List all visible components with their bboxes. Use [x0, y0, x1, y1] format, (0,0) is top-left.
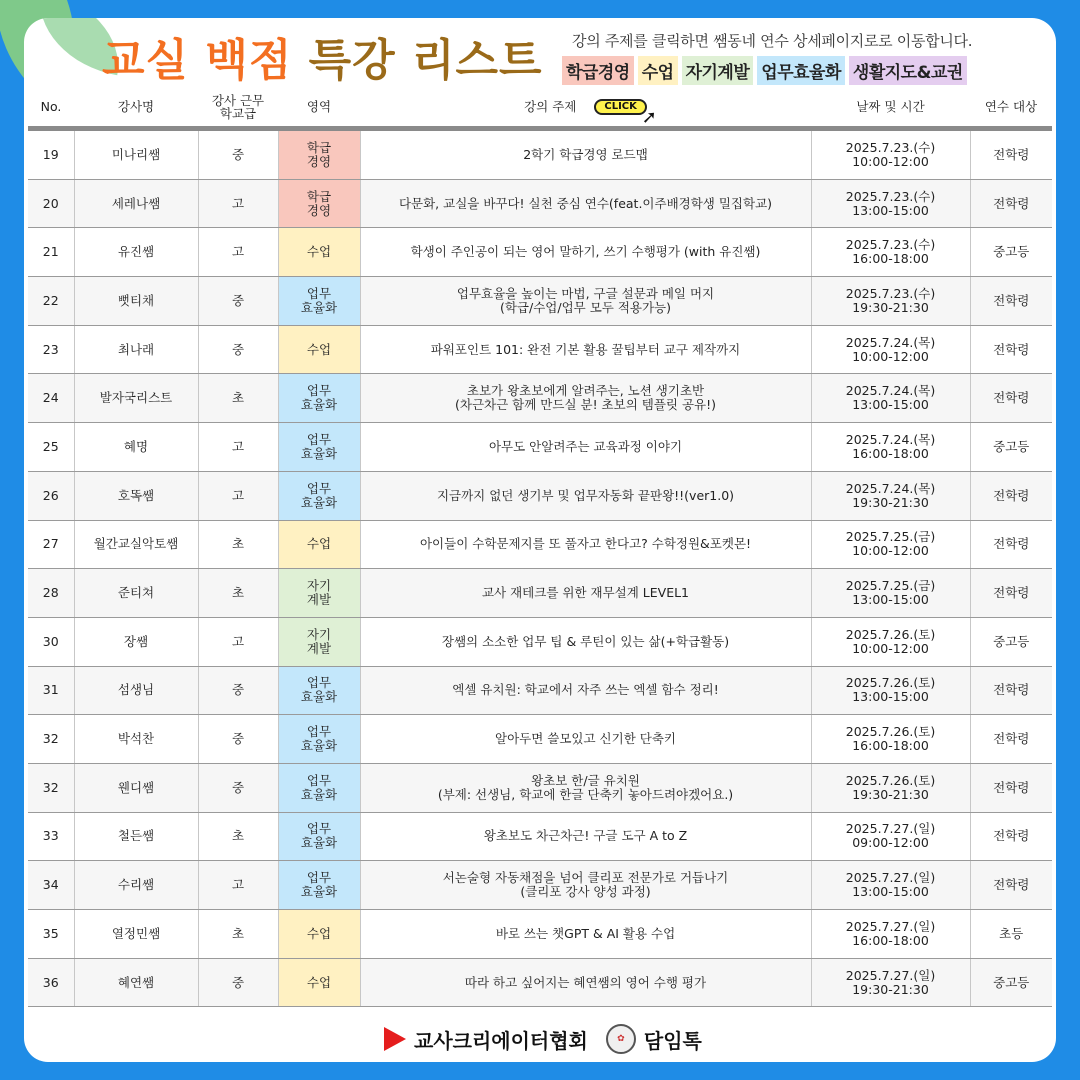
row-target: 전학령 [970, 812, 1052, 861]
row-no: 22 [28, 277, 74, 326]
row-datetime: 2025.7.26.(토) 16:00-18:00 [811, 715, 970, 764]
row-school-level: 중 [198, 277, 278, 326]
row-area: 업무 효율화 [278, 277, 360, 326]
row-datetime: 2025.7.27.(일) 13:00-15:00 [811, 861, 970, 910]
footer-org1: 교사크리에이터협회 [414, 1028, 588, 1053]
play-logo-icon [384, 1027, 406, 1051]
row-school-level: 고 [198, 861, 278, 910]
col-target: 연수 대상 [970, 88, 1052, 129]
footer [384, 1024, 702, 1054]
row-instructor: 준티쳐 [74, 569, 198, 618]
row-school-level: 중 [198, 666, 278, 715]
row-area: 학급 경영 [278, 179, 360, 228]
click-badge-label: CLICK [604, 100, 637, 112]
main-card [24, 18, 1056, 1062]
category-legend [562, 56, 967, 85]
row-datetime: 2025.7.23.(수) 16:00-18:00 [811, 228, 970, 277]
row-area: 수업 [278, 325, 360, 374]
row-area: 자기 계발 [278, 569, 360, 618]
row-topic-link[interactable]: 장쌤의 소소한 업무 팁 & 루틴이 있는 삶(+학급활동) [360, 617, 811, 666]
col-instructor: 강사명 [74, 88, 198, 129]
row-topic-link[interactable]: 업무효율을 높이는 마법, 구글 설문과 메일 머지 (학급/수업/업무 모두 적용가능) [360, 277, 811, 326]
row-school-level: 중 [198, 129, 278, 180]
row-instructor: 섬생님 [74, 666, 198, 715]
row-no: 27 [28, 520, 74, 569]
row-topic-link[interactable]: 파워포인트 101: 완전 기본 활용 꿀팁부터 교구 제작까지 [360, 325, 811, 374]
table-row [28, 277, 1052, 326]
row-area: 수업 [278, 520, 360, 569]
table-row [28, 861, 1052, 910]
row-topic-link[interactable]: 아무도 안알려주는 교육과정 이야기 [360, 423, 811, 472]
table-row [28, 617, 1052, 666]
row-school-level: 중 [198, 958, 278, 1007]
row-datetime: 2025.7.23.(수) 13:00-15:00 [811, 179, 970, 228]
row-area: 업무 효율화 [278, 812, 360, 861]
row-school-level: 고 [198, 179, 278, 228]
row-topic-link[interactable]: 초보가 왕초보에게 알려주는, 노션 생기초반 (차근차근 함께 만드실 분! 초보의 템플릿 공유!) [360, 374, 811, 423]
table-row [28, 910, 1052, 959]
row-school-level: 고 [198, 228, 278, 277]
row-target: 중고등 [970, 423, 1052, 472]
table-row [28, 520, 1052, 569]
row-datetime: 2025.7.25.(금) 10:00-12:00 [811, 520, 970, 569]
row-target: 전학령 [970, 569, 1052, 618]
row-instructor: 세레나쌤 [74, 179, 198, 228]
instruction-text: 강의 주제를 클릭하면 쌤동네 연수 상세페이지로로 이동합니다. [572, 32, 973, 50]
row-datetime: 2025.7.24.(목) 19:30-21:30 [811, 471, 970, 520]
table-row [28, 423, 1052, 472]
col-topic [360, 88, 811, 129]
legend-item: 생활지도&교권 [849, 56, 967, 85]
row-school-level: 고 [198, 471, 278, 520]
row-target: 전학령 [970, 715, 1052, 764]
row-topic-link[interactable]: 지금까지 없던 생기부 및 업무자동화 끝판왕!!(ver1.0) [360, 471, 811, 520]
row-no: 30 [28, 617, 74, 666]
row-no: 26 [28, 471, 74, 520]
row-school-level: 중 [198, 325, 278, 374]
row-no: 35 [28, 910, 74, 959]
row-topic-link[interactable]: 바로 쓰는 챗GPT & AI 활용 수업 [360, 910, 811, 959]
row-school-level: 초 [198, 910, 278, 959]
row-instructor: 유진쌤 [74, 228, 198, 277]
seal-icon: ✿ [606, 1024, 636, 1054]
row-instructor: 철든쌤 [74, 812, 198, 861]
row-instructor: 열정민쌤 [74, 910, 198, 959]
legend-item: 자기계발 [682, 56, 754, 85]
col-datetime: 날짜 및 시간 [811, 88, 970, 129]
row-area: 업무 효율화 [278, 666, 360, 715]
row-school-level: 중 [198, 715, 278, 764]
row-school-level: 고 [198, 423, 278, 472]
row-no: 23 [28, 325, 74, 374]
row-target: 전학령 [970, 666, 1052, 715]
row-topic-link[interactable]: 학생이 주인공이 되는 영어 말하기, 쓰기 수행평가 (with 유진쌤) [360, 228, 811, 277]
legend-item: 학급경영 [562, 56, 634, 85]
row-target: 초등 [970, 910, 1052, 959]
row-target: 전학령 [970, 277, 1052, 326]
row-no: 19 [28, 129, 74, 180]
page-title [102, 32, 543, 90]
row-school-level: 초 [198, 520, 278, 569]
col-no: No. [28, 88, 74, 129]
lecture-table [28, 88, 1052, 1007]
row-school-level: 고 [198, 617, 278, 666]
table-row [28, 228, 1052, 277]
row-no: 31 [28, 666, 74, 715]
row-no: 33 [28, 812, 74, 861]
row-area: 업무 효율화 [278, 763, 360, 812]
row-target: 전학령 [970, 471, 1052, 520]
row-topic-link[interactable]: 따라 하고 싶어지는 혜연쌤의 영어 수행 평가 [360, 958, 811, 1007]
row-topic-link[interactable]: 알아두면 쓸모있고 신기한 단축키 [360, 715, 811, 764]
table-row [28, 958, 1052, 1007]
row-no: 34 [28, 861, 74, 910]
row-datetime: 2025.7.27.(일) 16:00-18:00 [811, 910, 970, 959]
row-instructor: 혜명 [74, 423, 198, 472]
row-topic-link[interactable]: 2학기 학급경영 로드맵 [360, 129, 811, 180]
table-header-row [28, 88, 1052, 129]
row-topic-link[interactable]: 서논술형 자동채점을 넘어 클리포 전문가로 거듭나기 (클리포 강사 양성 과정) [360, 861, 811, 910]
row-area: 업무 효율화 [278, 471, 360, 520]
cursor-icon: ➚ [641, 106, 657, 128]
row-no: 32 [28, 715, 74, 764]
row-area: 업무 효율화 [278, 715, 360, 764]
row-instructor: 뻣티채 [74, 277, 198, 326]
row-no: 32 [28, 763, 74, 812]
row-no: 25 [28, 423, 74, 472]
row-area: 학급 경영 [278, 129, 360, 180]
row-instructor: 호똑쌤 [74, 471, 198, 520]
row-target: 전학령 [970, 520, 1052, 569]
table-row [28, 812, 1052, 861]
row-datetime: 2025.7.24.(목) 10:00-12:00 [811, 325, 970, 374]
row-instructor: 최나래 [74, 325, 198, 374]
row-instructor: 웬디쌤 [74, 763, 198, 812]
table-row [28, 471, 1052, 520]
title-part1: 교실 백점 [102, 35, 293, 86]
table-row [28, 763, 1052, 812]
click-badge [594, 99, 657, 128]
row-no: 20 [28, 179, 74, 228]
row-target: 전학령 [970, 763, 1052, 812]
footer-org2: 담임톡 [643, 1028, 702, 1053]
row-target: 전학령 [970, 374, 1052, 423]
row-area: 수업 [278, 910, 360, 959]
col-school-level: 강사 근무 학교급 [198, 88, 278, 129]
row-no: 24 [28, 374, 74, 423]
row-instructor: 혜연쌤 [74, 958, 198, 1007]
table-row [28, 179, 1052, 228]
row-school-level: 중 [198, 763, 278, 812]
table-row [28, 325, 1052, 374]
row-school-level: 초 [198, 569, 278, 618]
row-topic-link[interactable]: 왕초보도 차근차근! 구글 도구 A to Z [360, 812, 811, 861]
row-no: 28 [28, 569, 74, 618]
row-area: 자기 계발 [278, 617, 360, 666]
row-school-level: 초 [198, 812, 278, 861]
row-topic-link[interactable]: 다문화, 교실을 바꾸다! 실천 중심 연수(feat.이주배경학생 밀집학교) [360, 179, 811, 228]
row-no: 21 [28, 228, 74, 277]
legend-item: 업무효율화 [757, 56, 845, 85]
row-target: 중고등 [970, 228, 1052, 277]
row-target: 중고등 [970, 958, 1052, 1007]
title-part2: 특강 리스트 [308, 35, 543, 86]
row-instructor: 미나리쌤 [74, 129, 198, 180]
row-instructor: 수리쌤 [74, 861, 198, 910]
row-topic-link[interactable]: 왕초보 한/글 유치원 (부제: 선생님, 학교에 한글 단축키 놓아드려야겠어요.) [360, 763, 811, 812]
row-area: 수업 [278, 228, 360, 277]
col-area: 영역 [278, 88, 360, 129]
row-target: 전학령 [970, 325, 1052, 374]
row-instructor: 월간교실악토쌤 [74, 520, 198, 569]
legend-item: 수업 [638, 56, 678, 85]
row-datetime: 2025.7.23.(수) 19:30-21:30 [811, 277, 970, 326]
row-area: 업무 효율화 [278, 423, 360, 472]
row-instructor: 박석찬 [74, 715, 198, 764]
row-datetime: 2025.7.26.(토) 10:00-12:00 [811, 617, 970, 666]
row-datetime: 2025.7.25.(금) 13:00-15:00 [811, 569, 970, 618]
row-datetime: 2025.7.26.(토) 13:00-15:00 [811, 666, 970, 715]
row-datetime: 2025.7.24.(목) 13:00-15:00 [811, 374, 970, 423]
table-row [28, 666, 1052, 715]
table-row [28, 374, 1052, 423]
row-datetime: 2025.7.23.(수) 10:00-12:00 [811, 129, 970, 180]
row-target: 전학령 [970, 861, 1052, 910]
row-datetime: 2025.7.27.(일) 09:00-12:00 [811, 812, 970, 861]
row-area: 수업 [278, 958, 360, 1007]
row-topic-link[interactable]: 아이들이 수학문제지를 또 풀자고 한다고? 수학정원&포켓몬! [360, 520, 811, 569]
row-target: 중고등 [970, 617, 1052, 666]
row-instructor: 발자국리스트 [74, 374, 198, 423]
table-row [28, 715, 1052, 764]
row-datetime: 2025.7.26.(토) 19:30-21:30 [811, 763, 970, 812]
row-topic-link[interactable]: 엑셀 유치원: 학교에서 자주 쓰는 엑셀 함수 정리! [360, 666, 811, 715]
row-instructor: 장쌤 [74, 617, 198, 666]
table-row [28, 129, 1052, 180]
row-datetime: 2025.7.24.(목) 16:00-18:00 [811, 423, 970, 472]
row-topic-link[interactable]: 교사 재테크를 위한 재무설계 LEVEL1 [360, 569, 811, 618]
row-area: 업무 효율화 [278, 374, 360, 423]
col-topic-label: 강의 주제 [524, 98, 577, 114]
table-row [28, 569, 1052, 618]
row-target: 전학령 [970, 179, 1052, 228]
row-datetime: 2025.7.27.(일) 19:30-21:30 [811, 958, 970, 1007]
row-no: 36 [28, 958, 74, 1007]
row-target: 전학령 [970, 129, 1052, 180]
row-school-level: 초 [198, 374, 278, 423]
row-area: 업무 효율화 [278, 861, 360, 910]
